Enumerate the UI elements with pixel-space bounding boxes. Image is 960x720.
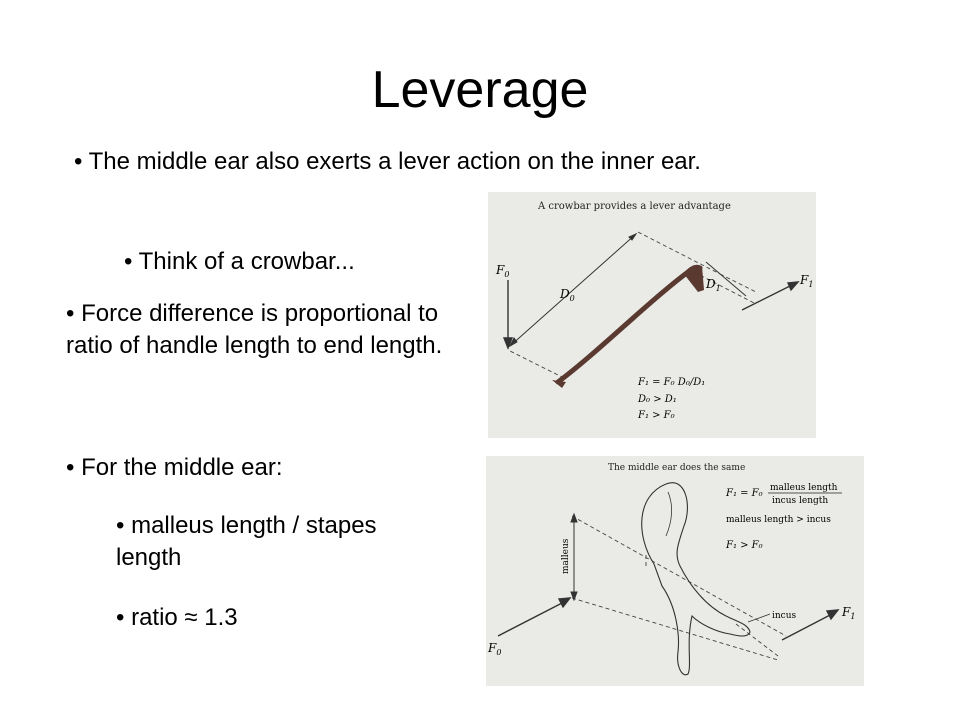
crowbar-caption: A crowbar provides a lever advantage [538,201,731,212]
middle-ear-diagram [486,456,864,686]
slide-title: Leverage [371,61,589,119]
bullet-malleus-stapes: • malleus length / stapes length [116,512,377,571]
ear-equation-2: malleus length > incus [726,515,831,525]
crowbar-equation-2: D₀ > D₁ [638,394,677,405]
crowbar-D0-label: $D_0$ [560,287,575,303]
crowbar-D1-label: $D_1$ [706,277,721,293]
bullet-crowbar: • Think of a crowbar... [124,248,355,275]
ear-equation-3: F₁ > F₀ [726,540,763,551]
bullet-force-difference: • Force difference is proportional to ratio of handle length to end length. [66,300,443,359]
crowbar-diagram [488,192,816,438]
crowbar-equation-3: F₁ > F₀ [638,410,675,421]
ear-F0-label: $F_0$ [488,641,502,657]
crowbar-F1-label: $F_1$ [800,273,814,289]
malleus-label: malleus [561,538,571,574]
ear-equation-1-denominator: incus length [772,496,829,506]
ear-F1-label: $F_1$ [842,605,856,621]
middle-ear-figure [486,456,864,686]
bullet-lever-action: • The middle ear also exerts a lever action on the inner ear. [74,148,701,175]
crowbar-F0-label: $F_0$ [496,263,510,279]
crowbar-equation-1: F₁ = F₀ D₀/D₁ [638,377,706,388]
middle-ear-caption: The middle ear does the same [608,463,746,473]
ear-equation-1-numerator: malleus length [770,483,838,493]
ear-equation-1-lhs: F₁ = F₀ [726,488,763,499]
bullet-ratio: • ratio ≈ 1.3 [116,604,238,631]
incus-label: incus [772,611,797,621]
crowbar-figure [488,192,816,438]
bullet-middle-ear: • For the middle ear: [66,454,283,481]
